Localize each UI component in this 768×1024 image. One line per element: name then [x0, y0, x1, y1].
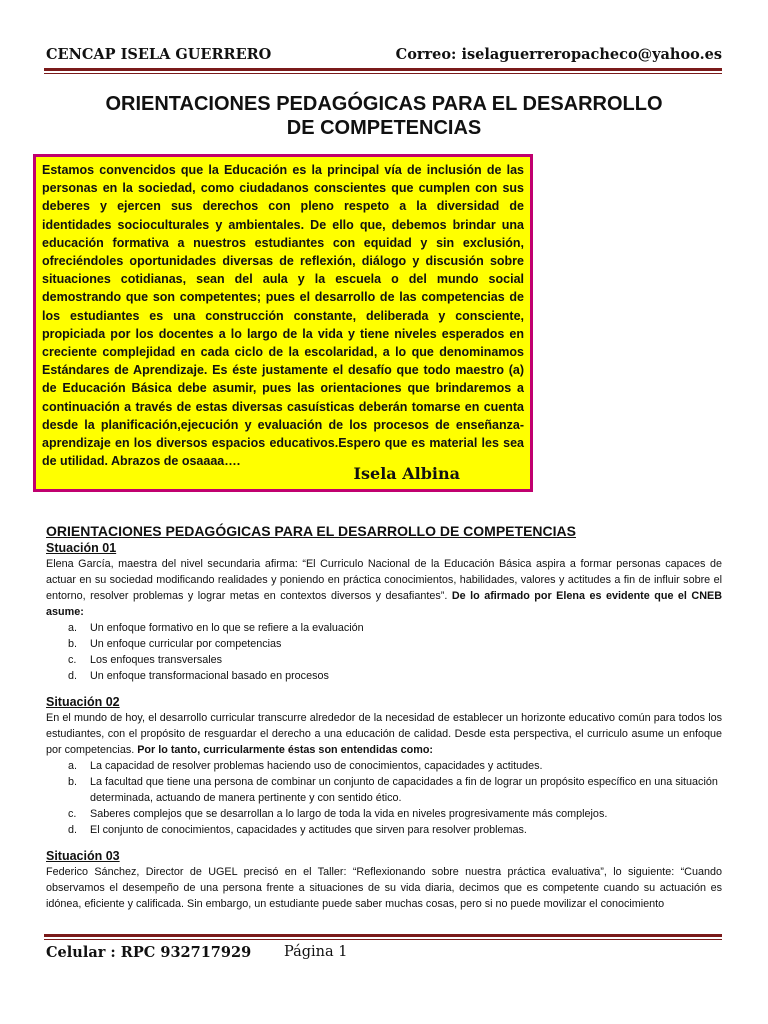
option: [46, 620, 722, 636]
situation-3-title: Situación 03: [46, 849, 120, 863]
option-text: Un enfoque formativo en lo que se refiere a la evaluación: [90, 622, 364, 634]
page-header: [46, 44, 722, 66]
page-number: Página 1: [284, 944, 348, 960]
option-text: La capacidad de resolver problemas haciendo uso de conocimientos, capacidades y actitudes.: [90, 760, 543, 772]
situation-2-options: [46, 758, 722, 838]
situation-1-title: Stuación 01: [46, 541, 117, 555]
option-letter: a.: [68, 622, 78, 634]
situation-2-question: Por lo tanto, curricularmente éstas son entendidas como:: [137, 744, 434, 756]
document-title: [60, 92, 708, 140]
main-content: [46, 522, 722, 912]
situation-2-text: [46, 710, 722, 758]
situation-1-text: [46, 556, 722, 620]
situation-1-body: Elena García, maestra del nivel secundaria afirma: “El Curriculo Nacional de la Educación Básica aspira a formar personas capaces de actuar en su sociedad modificando realidades y poniendo en práctica conocimientos, habilidades, valores y actitudes a fin de influir sobre el entorno, resolver problemas y lograr metas en contextos diversos y desafiantes”.: [46, 558, 722, 602]
option-text: El conjunto de conocimientos, capacidades y actitudes que sirven para resolver problemas.: [90, 824, 527, 836]
option-letter: d.: [68, 670, 78, 682]
situation-2-title: Situación 02: [46, 695, 120, 709]
option-letter: a.: [68, 760, 78, 772]
option-text: La facultad que tiene una persona de combinar un conjunto de capacidades a fin de lograr un propósito específico en una situación determinada, actuando de manera pertinente y con sentido ético.: [90, 776, 718, 804]
option-letter: b.: [68, 638, 78, 650]
option-letter: c.: [68, 654, 77, 666]
option-text: Saberes complejos que se desarrollan a lo largo de toda la vida en niveles progresivamente más complejos.: [90, 808, 608, 820]
intro-box: [33, 154, 533, 492]
option: [46, 774, 722, 806]
situation-1-options: [46, 620, 722, 684]
title-line-2: DE COMPETENCIAS: [286, 117, 482, 139]
option: [46, 806, 722, 822]
option: [46, 822, 722, 838]
option-text: Un enfoque transformacional basado en procesos: [90, 670, 329, 682]
page-footer: [46, 942, 722, 964]
option: [46, 652, 722, 668]
situation-2-body: En el mundo de hoy, el desarrollo curricular transcurre alrededor de la necesidad de establecer un horizonte educativo común para todos los estudiantes, con el propósito de resguardar el derecho a una educación de calidad. Desde esta perspectiva, el curriculo asume un enfoque por competencias.: [46, 712, 722, 756]
option-letter: c.: [68, 808, 77, 820]
situation-3-text: Federico Sánchez, Director de UGEL precisó en el Taller: “Reflexionando sobre nuestra práctica evaluativa”, lo siguiente: “Cuando observamos el desempeño de una persona frente a situaciones de su vida diaria, decimos que es competente cuando su actuación es idónea, eficiente y calificada. Sin embargo, un estudiante puede saber muchas cosas, pero si no puede movilizar el conocimiento: [46, 866, 722, 910]
title-line-1: ORIENTACIONES PEDAGÓGICAS PARA EL DESARROLLO: [105, 93, 663, 115]
header-email: Correo: iselaguerreropacheco@yahoo.es: [395, 46, 722, 63]
header-org: CENCAP ISELA GUERRERO: [46, 46, 272, 63]
intro-signature: Isela Albina: [353, 464, 460, 483]
option: [46, 758, 722, 774]
footer-rule-thick: [44, 934, 722, 937]
intro-text: Estamos convencidos que la Educación es la principal vía de inclusión de las personas en la sociedad, como ciudadanos conscientes que cumplen con sus deberes y ejercen sus derechos con pleno respeto a la diversidad de identidades socioculturales y ambientales. De ello que, debemos brindar una educación formativa a nuestros estudiantes con equidad y sin exclusión, ofreciéndoles oportunidades diversas de reflexión, diálogo y discusión sobre situaciones cotidianas, sean del aula y la escuela o del mundo social demostrando que son competentes; pues el desarrollo de las competencias de los estudiantes es una construcción constante, deliberada y consciente, propiciada por los docentes a lo largo de la vida y tiene niveles esperados en creciente complejidad en cada ciclo de la escolaridad, a lo que denominamos Estándares de Aprendizaje. Es éste justamente el desafío que todo maestro (a) de Educación Básica debe asumir, pues las orientaciones que brindaremos a continuación a través de estas diversas casuísticas deberán tomarse en cuenta desde la planificación,ejecución y evaluación de los procesos de enseñanza-aprendizaje en los diversos espacios educativos.Espero que es material les sea de utilidad. Abrazos de osaaaa….: [42, 163, 524, 469]
footer-phone: Celular : RPC 932717929: [46, 944, 252, 961]
footer-rule-thin: [44, 939, 722, 940]
section-title: ORIENTACIONES PEDAGÓGICAS PARA EL DESARROLLO DE COMPETENCIAS: [46, 523, 576, 539]
option-text: Un enfoque curricular por competencias: [90, 638, 282, 650]
header-rule-thin: [44, 73, 722, 74]
option-letter: b.: [68, 776, 78, 788]
option: [46, 668, 722, 684]
header-rule-thick: [44, 68, 722, 71]
option-letter: d.: [68, 824, 78, 836]
situation-1-question: De lo afirmado por Elena es evidente que el CNEB asume:: [46, 590, 723, 618]
option-text: Los enfoques transversales: [90, 654, 223, 666]
option: [46, 636, 722, 652]
